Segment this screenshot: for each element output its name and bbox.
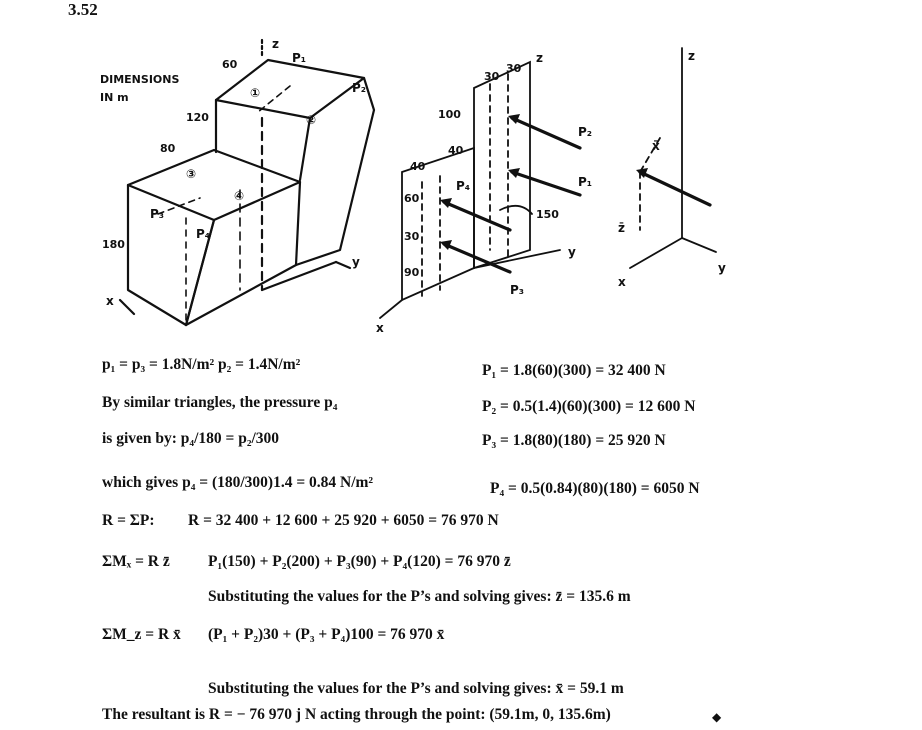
- end-marker: ◆: [712, 710, 722, 724]
- dim-90: 90: [404, 266, 420, 279]
- dim-150: 150: [536, 208, 559, 221]
- axis-z-2: z: [536, 51, 543, 65]
- axis-x-1: x: [106, 294, 114, 308]
- p4-given-line: is given by: p₄/180 = p₂/300: [102, 430, 280, 447]
- dim-30b: 30: [506, 62, 522, 75]
- xbar-label: x̄: [652, 139, 660, 153]
- label-p4-mid: P₄: [456, 179, 471, 193]
- moment-z-equation: (P₁ + P₂)30 + (P₃ + P₄)100 = 76 970 x̄: [208, 626, 445, 643]
- region-4: ④: [234, 189, 245, 203]
- label-p2: P₂: [352, 81, 367, 95]
- dim-30c: 30: [404, 230, 420, 243]
- region-1: ①: [250, 86, 261, 100]
- dim-40a: 40: [410, 160, 426, 173]
- resultant-label: R = ΣP:: [102, 512, 155, 529]
- axis-z-1: z: [272, 37, 279, 51]
- dim-60: 60: [222, 58, 238, 71]
- xbar-result-line: Substituting the values for the P’s and solving gives: x̄ = 59.1 m: [208, 680, 624, 697]
- dim-100: 100: [438, 108, 461, 121]
- p3-force-line: P₃ = 1.8(80)(180) = 25 920 N: [482, 432, 666, 449]
- dim-30a: 30: [484, 70, 500, 83]
- p1-force-line: P₁ = 1.8(60)(300) = 32 400 N: [482, 362, 666, 379]
- label-p4: P₄: [196, 227, 211, 241]
- dim-120: 120: [186, 111, 209, 124]
- dimensions-unit-label: IN m: [100, 91, 129, 104]
- problem-number: 3.52: [68, 0, 98, 19]
- axis-y-1: y: [352, 255, 360, 269]
- figure-diagram: [0, 0, 922, 345]
- p4-value-line: which gives p₄ = (180/300)1.4 = 0.84 N/m²: [102, 474, 374, 491]
- dim-180: 180: [102, 238, 125, 251]
- zbar-label: z̄: [618, 221, 625, 235]
- axis-z-3: z: [688, 49, 695, 63]
- axis-x-3: x: [618, 275, 626, 289]
- axis-x-2: x: [376, 321, 384, 335]
- moment-x-label: ΣMₓ = R z̄: [102, 553, 170, 570]
- region-3: ③: [186, 167, 197, 181]
- label-p2-mid: P₂: [578, 125, 593, 139]
- pressures-line: p₁ = p₃ = 1.8N/m² p₂ = 1.4N/m²: [102, 356, 301, 373]
- zbar-result-line: Substituting the values for the P’s and solving gives: z̄ = 135.6 m: [208, 588, 631, 605]
- label-p1: P₁: [292, 51, 307, 65]
- p2-force-line: P₂ = 0.5(1.4)(60)(300) = 12 600 N: [482, 398, 696, 415]
- axis-y-3: y: [718, 261, 726, 275]
- label-p3-mid: P₃: [510, 283, 525, 297]
- similar-triangles-line: By similar triangles, the pressure p₄: [102, 394, 338, 411]
- moment-x-equation: P₁(150) + P₂(200) + P₃(90) + P₄(120) = 76 970 z̄: [208, 553, 511, 570]
- region-2: ②: [306, 113, 317, 127]
- dim-60b: 60: [404, 192, 420, 205]
- dim-80: 80: [160, 142, 176, 155]
- dim-40b: 40: [448, 144, 464, 157]
- label-p1-mid: P₁: [578, 175, 593, 189]
- label-p3: P₃: [150, 207, 165, 221]
- final-resultant-line: The resultant is R = − 76 970 j N acting through the point: (59.1m, 0, 135.6m): [102, 706, 611, 723]
- resultant-sum-line: R = 32 400 + 12 600 + 25 920 + 6050 = 76 970 N: [188, 512, 499, 529]
- axis-y-2: y: [568, 245, 576, 259]
- dimensions-label: DIMENSIONS: [100, 73, 180, 86]
- moment-z-label: ΣM_z = R x̄: [102, 626, 181, 643]
- p4-force-line: P₄ = 0.5(0.84)(80)(180) = 6050 N: [490, 480, 700, 497]
